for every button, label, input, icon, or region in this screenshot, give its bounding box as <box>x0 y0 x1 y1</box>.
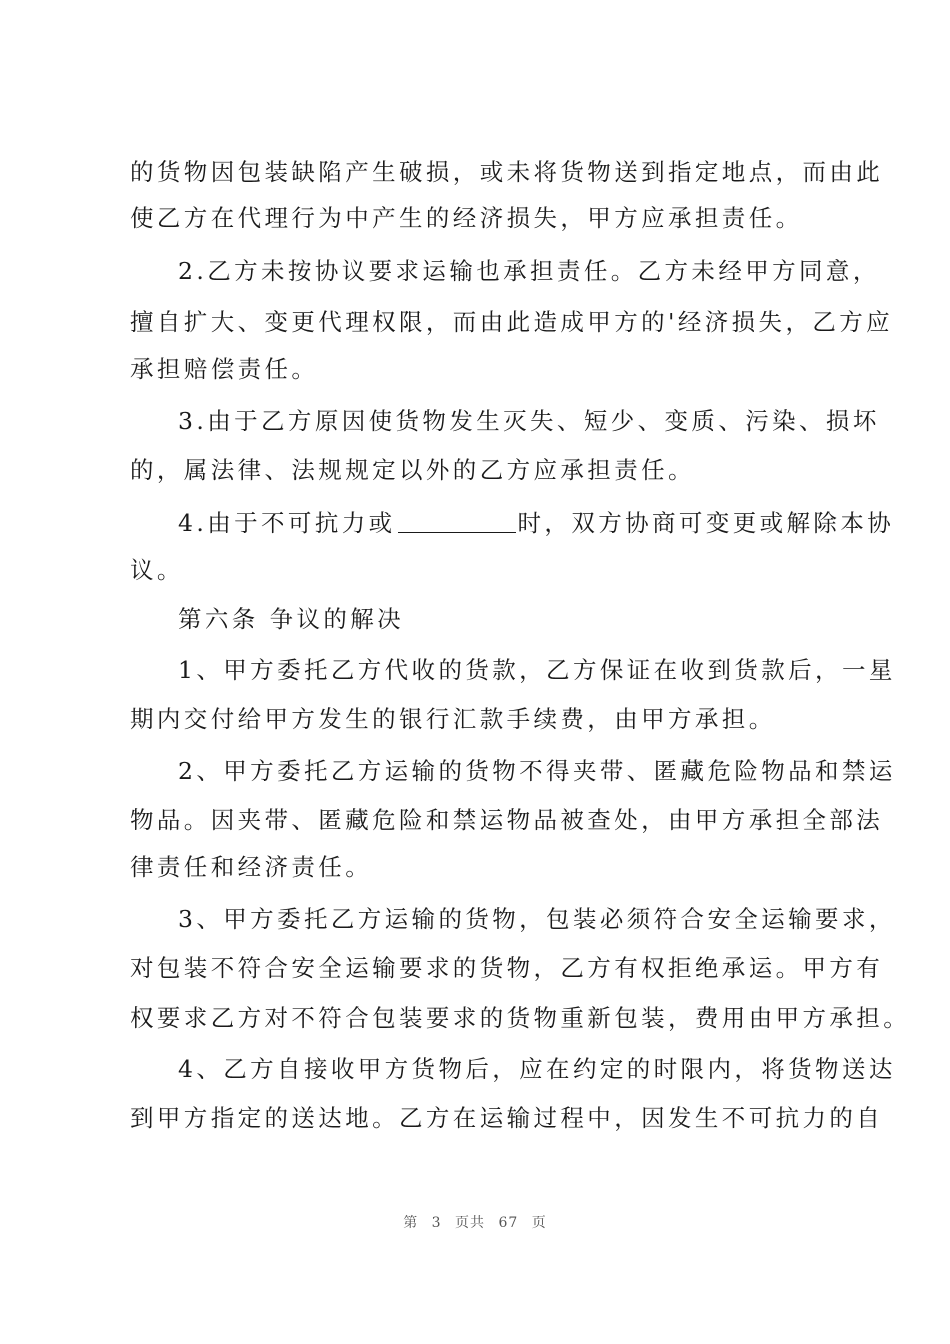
text-line: 对包装不符合安全运输要求的货物，乙方有权拒绝承运。甲方有 <box>130 954 884 982</box>
text-line: 物品。因夹带、匿藏危险和禁运物品被查处，由甲方承担全部法 <box>130 806 884 834</box>
text-segment: 时，双方协商可变更或解除本协 <box>517 509 895 537</box>
text-line: 到甲方指定的送达地。乙方在运输过程中，因发生不可抗力的自 <box>130 1104 884 1132</box>
text-line: 擅自扩大、变更代理权限，而由此造成甲方的'经济损失，乙方应 <box>130 308 894 336</box>
footer-total-pages: 67 <box>498 1215 519 1231</box>
footer-mid: 页共 <box>455 1215 486 1231</box>
text-line: 3.由于乙方原因使货物发生灭失、短少、变质、污染、损坏 <box>178 407 880 435</box>
text-segment: 4.由于不可抗力或 <box>178 509 396 537</box>
text-line: 使乙方在代理行为中产生的经济损失，甲方应承担责任。 <box>130 204 803 232</box>
text-line-with-blank <box>178 508 895 538</box>
text-line: 权要求乙方对不符合包装要求的货物重新包装，费用由甲方承担。 <box>130 1004 911 1032</box>
text-line: 律责任和经济责任。 <box>130 853 373 881</box>
text-line: 的货物因包装缺陷产生破损，或未将货物送到指定地点，而由此 <box>130 158 884 186</box>
section-heading: 第六条 争议的解决 <box>178 605 405 633</box>
text-line: 承担赔偿责任。 <box>130 355 319 383</box>
text-line: 4、乙方自接收甲方货物后，应在约定的时限内，将货物送达 <box>178 1055 896 1083</box>
text-line: 的，属法律、法规规定以外的乙方应承担责任。 <box>130 456 695 484</box>
footer-prefix: 第 <box>403 1215 419 1231</box>
text-line: 3、甲方委托乙方运输的货物，包装必须符合安全运输要求， <box>178 905 896 933</box>
footer-page-number: 3 <box>431 1215 442 1231</box>
text-line: 2.乙方未按协议要求运输也承担责任。乙方未经甲方同意， <box>178 257 880 285</box>
page-footer <box>0 1212 950 1232</box>
text-line: 2、甲方委托乙方运输的货物不得夹带、匿藏危险物品和禁运 <box>178 757 896 785</box>
fill-in-blank <box>398 510 516 533</box>
footer-suffix: 页 <box>531 1215 547 1231</box>
text-line: 1、甲方委托乙方代收的货款，乙方保证在收到货款后，一星 <box>178 656 896 684</box>
text-line: 期内交付给甲方发生的银行汇款手续费，由甲方承担。 <box>130 705 776 733</box>
text-line: 议。 <box>130 556 184 584</box>
